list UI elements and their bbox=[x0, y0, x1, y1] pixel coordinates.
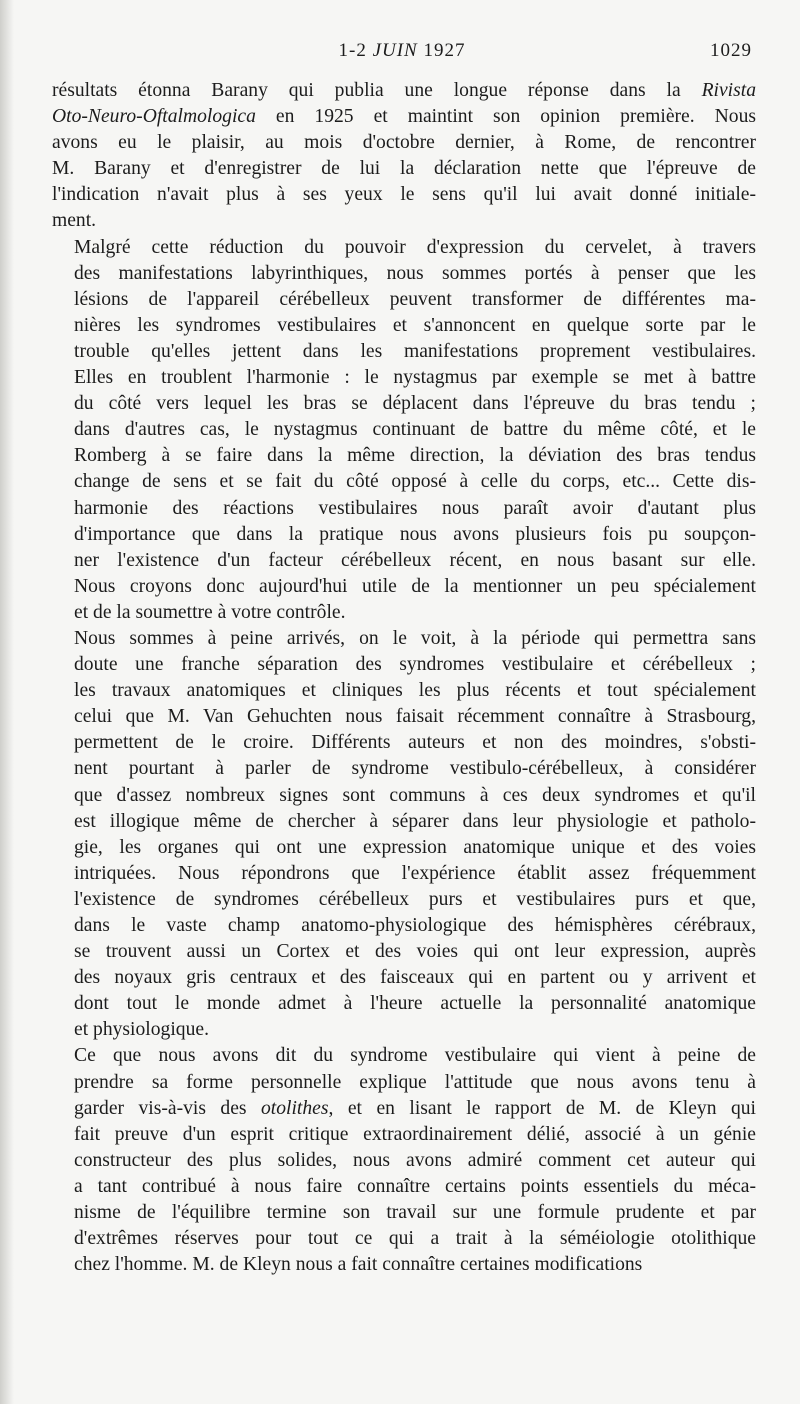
text-line: change de sens et se fait du côté opposé à celle du corps, etc... Cette dis- bbox=[74, 471, 756, 493]
text-line: permettent de le croire. Différents auteurs et non des moindres, s'obsti- bbox=[74, 732, 756, 754]
paragraph bbox=[52, 1043, 756, 1278]
text-line: ment. bbox=[52, 210, 97, 232]
text-line: et de la soumettre à votre contrôle. bbox=[74, 601, 346, 623]
text-line: avons eu le plaisir, au mois d'octobre dernier, à Rome, de rencontrer bbox=[52, 132, 756, 154]
article-body bbox=[52, 78, 756, 1278]
text-line: des noyaux gris centraux et des faisceaux qui en partent ou y arrivent et bbox=[74, 967, 756, 989]
italic-term: otolithes bbox=[261, 1097, 329, 1119]
paragraph bbox=[52, 626, 756, 1044]
text-line: d'extrêmes réserves pour tout ce qui a trait à la séméiologie otolithique bbox=[74, 1228, 756, 1250]
text-line: garder vis-à-vis des otolithes, et en lisant le rapport de M. de Kleyn qui bbox=[74, 1097, 756, 1119]
text-line: les travaux anatomiques et cliniques les plus récents et tout spécialement bbox=[74, 680, 756, 702]
text-line: dans le vaste champ anatomo-physiologique des hémisphères cérébraux, bbox=[74, 915, 756, 936]
text-line: ner l'existence d'un facteur cérébelleux récent, en nous basant sur elle. bbox=[74, 549, 756, 571]
date-prefix: 1-2 bbox=[338, 40, 367, 61]
text-line: l'existence de syndromes cérébelleux purs et vestibulaires purs et que, bbox=[74, 888, 756, 910]
page-number: 1029 bbox=[710, 40, 752, 61]
text-line: Nous sommes à peine arrivés, on le voit, à la période qui permettra sans bbox=[74, 627, 756, 649]
text-line: dans d'autres cas, le nystagmus continuant de battre du même côté, et le bbox=[74, 419, 756, 441]
text-line: harmonie des réactions vestibulaires nous paraît avoir d'autant plus bbox=[74, 497, 756, 519]
text-line: chez l'homme. M. de Kleyn nous a fait connaître certaines modifications bbox=[74, 1254, 643, 1276]
text-line: résultats étonna Barany qui publia une longue réponse dans la Rivista bbox=[52, 80, 756, 101]
month: JUIN bbox=[372, 40, 418, 61]
text-line: des manifestations labyrinthiques, nous sommes portés à penser que les bbox=[74, 262, 756, 284]
running-header bbox=[52, 40, 752, 68]
year: 1927 bbox=[423, 40, 466, 61]
text-line: dont tout le monde admet à l'heure actuelle la personnalité anatomique bbox=[74, 993, 756, 1015]
text-line: Elles en troublent l'harmonie : le nystagmus par exemple se met à battre bbox=[74, 367, 756, 389]
italic-term: Oto-Neuro-Oftalmologica bbox=[52, 106, 256, 128]
text-line: lésions de l'appareil cérébelleux peuvent transformer de différentes ma- bbox=[74, 288, 756, 310]
text-line: fait preuve d'un esprit critique extraordinairement délié, associé à un génie bbox=[74, 1123, 756, 1145]
text-line: a tant contribué à nous faire connaître certains points essentiels du méca- bbox=[74, 1175, 756, 1197]
text-line: constructeur des plus solides, nous avons admiré comment cet auteur qui bbox=[74, 1149, 756, 1171]
text-line: nières les syndromes vestibulaires et s'annoncent en quelque sorte par le bbox=[74, 314, 756, 336]
text-line: d'importance que dans la pratique nous avons plusieurs fois pu soupçon- bbox=[74, 523, 756, 545]
page-edge bbox=[0, 0, 14, 1404]
text-line: Oto-Neuro-Oftalmologica en 1925 et maintint son opinion première. Nous bbox=[52, 106, 756, 128]
text-line: se trouvent aussi un Cortex et des voies qui ont leur expression, auprès bbox=[74, 941, 756, 963]
paragraph bbox=[52, 235, 756, 626]
text-line: M. Barany et d'enregistrer de lui la déclaration nette que l'épreuve de bbox=[52, 158, 756, 180]
text-line: du côté vers lequel les bras se déplacent dans l'épreuve du bras tendu ; bbox=[74, 393, 756, 415]
text-line: nent pourtant à parler de syndrome vestibulo-cérébelleux, à considérer bbox=[74, 758, 756, 780]
text-line: Nous croyons donc aujourd'hui utile de la mentionner un peu spécialement bbox=[74, 575, 756, 597]
text-line: nisme de l'équilibre termine son travail sur une formule prudente et par bbox=[74, 1202, 756, 1224]
running-title bbox=[52, 40, 752, 62]
text-line: celui que M. Van Gehuchten nous faisait récemment connaître à Strasbourg, bbox=[74, 706, 756, 728]
text-line: doute une franche séparation des syndromes vestibulaire et cérébelleux ; bbox=[74, 654, 756, 676]
text-line: gie, les organes qui ont une expression anatomique unique et des voies bbox=[74, 836, 756, 858]
text-line: Malgré cette réduction du pouvoir d'expression du cervelet, à travers bbox=[74, 236, 756, 258]
text-line: que d'assez nombreux signes sont communs à ces deux syndromes et qu'il bbox=[74, 784, 756, 806]
text-line: l'indication n'avait plus à ses yeux le sens qu'il lui avait donné initiale- bbox=[52, 184, 756, 206]
italic-term: Rivista bbox=[701, 80, 756, 101]
text-line: trouble qu'elles jettent dans les manifestations proprement vestibulaires. bbox=[74, 340, 756, 362]
text-line: intriquées. Nous répondrons que l'expérience établit assez fréquemment bbox=[74, 862, 756, 884]
text-line: Romberg à se faire dans la même direction, la déviation des bras tendus bbox=[74, 445, 756, 467]
text-line: et physiologique. bbox=[74, 1019, 209, 1041]
paragraph bbox=[52, 78, 756, 235]
text-line: est illogique même de chercher à séparer dans leur physiologie et patholo- bbox=[74, 810, 756, 832]
text-line: Ce que nous avons dit du syndrome vestibulaire qui vient à peine de bbox=[74, 1045, 756, 1067]
text-line: prendre sa forme personnelle explique l'attitude que nous avons tenu à bbox=[74, 1071, 756, 1093]
